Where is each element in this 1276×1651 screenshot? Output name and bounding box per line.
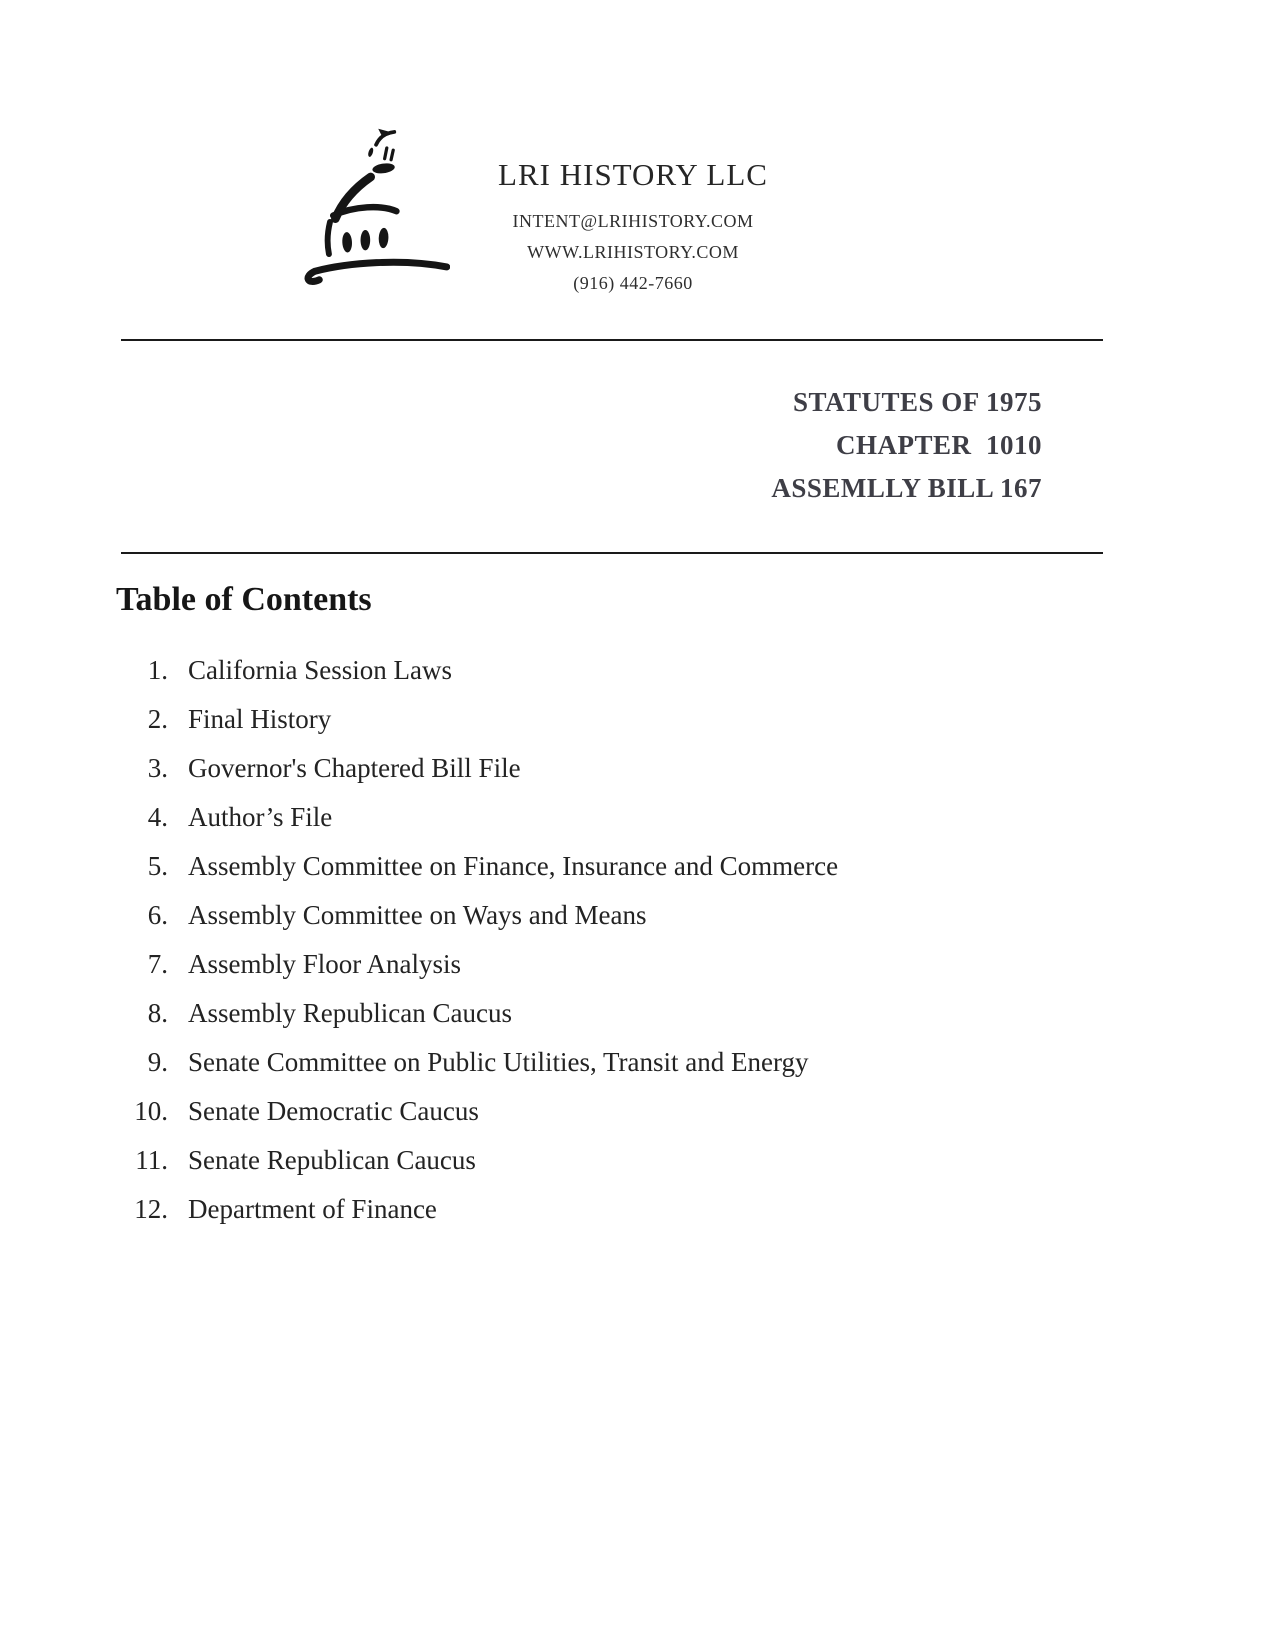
toc-item-number: 12.: [134, 1194, 168, 1224]
toc-item-label: Department of Finance: [188, 1194, 437, 1224]
toc-item-number: 10.: [134, 1096, 168, 1126]
capitol-dome-icon: [300, 123, 450, 293]
divider-top: [121, 339, 1103, 341]
toc-item-number: 2.: [147, 704, 168, 734]
toc-item: [120, 949, 1120, 979]
org-contact: [433, 206, 833, 299]
toc-list: [120, 655, 1120, 1243]
org-website: WWW.LRIHISTORY.COM: [527, 242, 739, 262]
toc-item-label: Senate Committee on Public Utilities, Transit and Energy: [188, 1047, 809, 1077]
toc-item-number: 4.: [147, 802, 168, 832]
toc-item-number: 7.: [147, 949, 168, 979]
toc-item-label: Assembly Floor Analysis: [188, 949, 462, 979]
statute-reference: [771, 381, 1042, 510]
toc-item-label: Final History: [188, 704, 332, 734]
toc-item-label: Assembly Committee on Finance, Insurance and Commerce: [188, 851, 839, 881]
toc-item: [120, 998, 1120, 1028]
toc-item: [120, 753, 1120, 783]
toc-item-label: Author’s File: [188, 802, 333, 832]
toc-item: [120, 1145, 1120, 1175]
toc-item-label: California Session Laws: [188, 655, 452, 685]
toc-item: [120, 1194, 1120, 1224]
org-email: INTENT@LRIHISTORY.COM: [512, 211, 754, 231]
toc-item-label: Senate Republican Caucus: [188, 1145, 476, 1175]
toc-item-label: Governor's Chaptered Bill File: [188, 753, 521, 783]
toc-item-label: Assembly Republican Caucus: [188, 998, 512, 1028]
org-name: LRI HISTORY LLC: [498, 157, 768, 192]
toc-item-number: 9.: [147, 1047, 168, 1077]
toc-item-number: 8.: [147, 998, 168, 1028]
toc-item: [120, 802, 1120, 832]
toc-item-number: 1.: [147, 655, 168, 685]
statutes-line: STATUTES OF 1975: [792, 387, 1042, 417]
toc-item: [120, 1096, 1120, 1126]
toc-item: [120, 1047, 1120, 1077]
toc-item-number: 5.: [147, 851, 168, 881]
toc-item-number: 3.: [147, 753, 168, 783]
toc-item: [120, 655, 1120, 685]
toc-item: [120, 900, 1120, 930]
divider-bottom: [121, 552, 1103, 554]
toc-item-number: 11.: [135, 1145, 168, 1175]
toc-item-number: 6.: [147, 900, 168, 930]
chapter-line: CHAPTER 1010: [835, 430, 1042, 460]
toc-title: Table of Contents: [116, 581, 372, 618]
bill-line: ASSEMLLY BILL 167: [771, 473, 1042, 503]
toc-item: [120, 704, 1120, 734]
org-phone: (916) 442-7660: [573, 273, 693, 293]
toc-item-label: Senate Democratic Caucus: [188, 1096, 479, 1126]
toc-item-label: Assembly Committee on Ways and Means: [188, 900, 647, 930]
org-header: [433, 158, 833, 299]
toc-item: [120, 851, 1120, 881]
